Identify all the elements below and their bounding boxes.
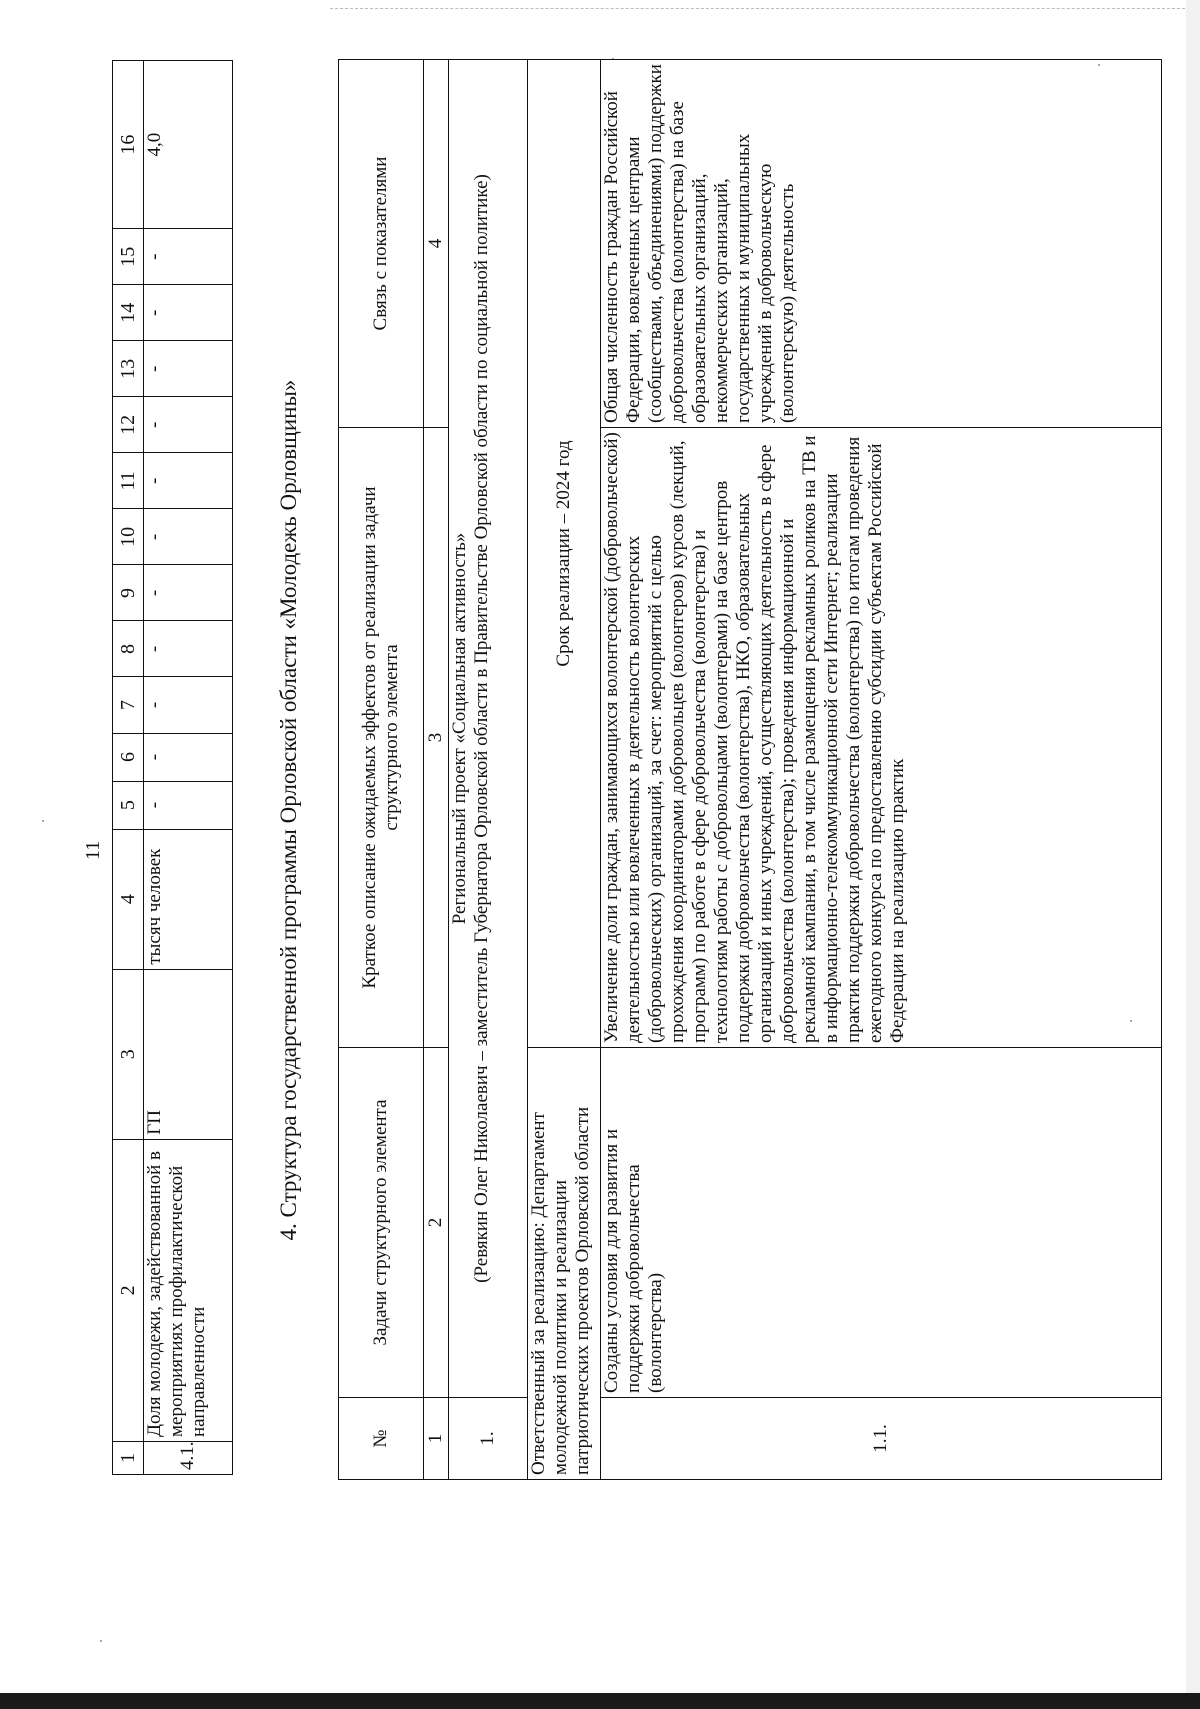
indicator-row: [144, 61, 233, 1475]
col-number: 3: [424, 428, 449, 1048]
task-row: [601, 60, 1162, 1480]
structure-table: [338, 59, 1162, 1480]
indicator-table: [112, 60, 233, 1475]
scan-edge-bottom: [0, 1693, 1200, 1709]
scan-speck: [100, 1640, 102, 1642]
col-header: 12: [113, 397, 144, 453]
scan-edge-top: [330, 8, 1190, 10]
col-header: 9: [113, 565, 144, 621]
col-header: 16: [113, 61, 144, 229]
indicator-value: -: [144, 509, 233, 565]
col-header: 8: [113, 621, 144, 677]
col-header: 7: [113, 677, 144, 733]
col-header: 1: [113, 1441, 144, 1474]
implementation-term: Срок реализации – 2024 год: [528, 60, 601, 1048]
column-number-row: [424, 60, 449, 1480]
indicator-value: -: [144, 733, 233, 781]
task-effects: Увеличение доли граждан, занимающихся волонтерской (добровольческой) деятельностью или вовлеченных в деятельность волонтерских (добровольческих) организаций, за счет: мероприятий с целью прохождения координаторами добровольцев (волонтеров) курсов (лекций, программ) по работе в сфере добровольчества (волонтерства) и технологиям работы с добровольцами (волонтерами) на базе центров поддержки добровольчества (волонтерства), НКО, образовательных организаций и иных учреждений, осуществляющих деятельность в сфере добровольчества (волонтерства); проведения информационной и рекламной кампании, в том числе размещения рекламных роликов на ТВ и в информационно-телекоммуникационной сети Интернет; реализации практик поддержки добровольчества (волонтерства) по итогам проведения ежегодного конкурса по предоставлению субсидии субъектам Российской Федерации на реализацию практик: [601, 428, 1162, 1048]
indicator-header-row: [113, 61, 144, 1475]
header-link: Связь с показателями: [339, 60, 424, 428]
col-header: 6: [113, 733, 144, 781]
col-header: 5: [113, 781, 144, 829]
project-cell: [449, 60, 528, 1398]
responsible-text: Ответственный за реализацию: Департамент молодежной политики и реализации патриотических проектов Орловской области: [528, 1048, 601, 1480]
col-header: 14: [113, 285, 144, 341]
scan-edge-right: [1186, 0, 1200, 1709]
responsible-row: [528, 60, 601, 1480]
indicator-type: ГП: [144, 969, 233, 1139]
col-number: 4: [424, 60, 449, 428]
indicator-value: -: [144, 677, 233, 733]
indicator-value: -: [144, 621, 233, 677]
indicator-value: -: [144, 453, 233, 509]
row-number: 4.1.: [144, 1441, 233, 1474]
structure-header-row: [339, 60, 424, 1480]
indicator-value: -: [144, 397, 233, 453]
indicator-value: -: [144, 565, 233, 621]
col-header: 3: [113, 969, 144, 1139]
indicator-unit: тысяч человек: [144, 829, 233, 969]
col-header: 15: [113, 229, 144, 285]
task-text: Созданы условия для развития и поддержки добровольчества (волонтерства): [601, 1048, 1162, 1398]
page-number: 11: [82, 840, 104, 860]
indicator-value: -: [144, 781, 233, 829]
indicator-value: -: [144, 285, 233, 341]
task-number: 1.1.: [601, 1398, 1162, 1480]
col-header: 2: [113, 1139, 144, 1441]
col-header: 13: [113, 341, 144, 397]
indicator-value-last: 4,0: [144, 61, 233, 229]
indicator-name: Доля молодежи, задействованной в мероприятиях профилактической направленности: [144, 1139, 233, 1441]
col-header: 10: [113, 509, 144, 565]
project-row: [449, 60, 528, 1480]
task-indicator-link: Общая численность граждан Российской Федерации, вовлеченных центрами (сообществами, объединениями) поддержки добровольчества (волонтерства) на базе образовательных организаций, некоммерческих организаций, государственных и муниципальных учреждений в добровольческую (волонтерскую) деятельность: [601, 60, 1162, 428]
indicator-value: -: [144, 229, 233, 285]
header-tasks: Задачи структурного элемента: [339, 1048, 424, 1398]
col-number: 2: [424, 1048, 449, 1398]
col-header: 4: [113, 829, 144, 969]
project-title: Региональный проект «Социальная активность»: [449, 532, 470, 925]
section-title: 4. Структура государственной программы Орловской области «Молодежь Орловщины»: [276, 379, 301, 1241]
indicator-value: -: [144, 341, 233, 397]
project-curator: (Ревякин Олег Николаевич – заместитель Губернатора Орловской области в Правительстве Орловской области по социальной политике): [471, 174, 492, 1283]
rotated-page: [0, 20, 1090, 1600]
col-header: 11: [113, 453, 144, 509]
header-num: №: [339, 1398, 424, 1480]
header-effects: Краткое описание ожидаемых эффектов от реализации задачи структурного элемента: [339, 428, 424, 1048]
col-number: 1: [424, 1398, 449, 1480]
project-number: 1.: [449, 1398, 528, 1480]
